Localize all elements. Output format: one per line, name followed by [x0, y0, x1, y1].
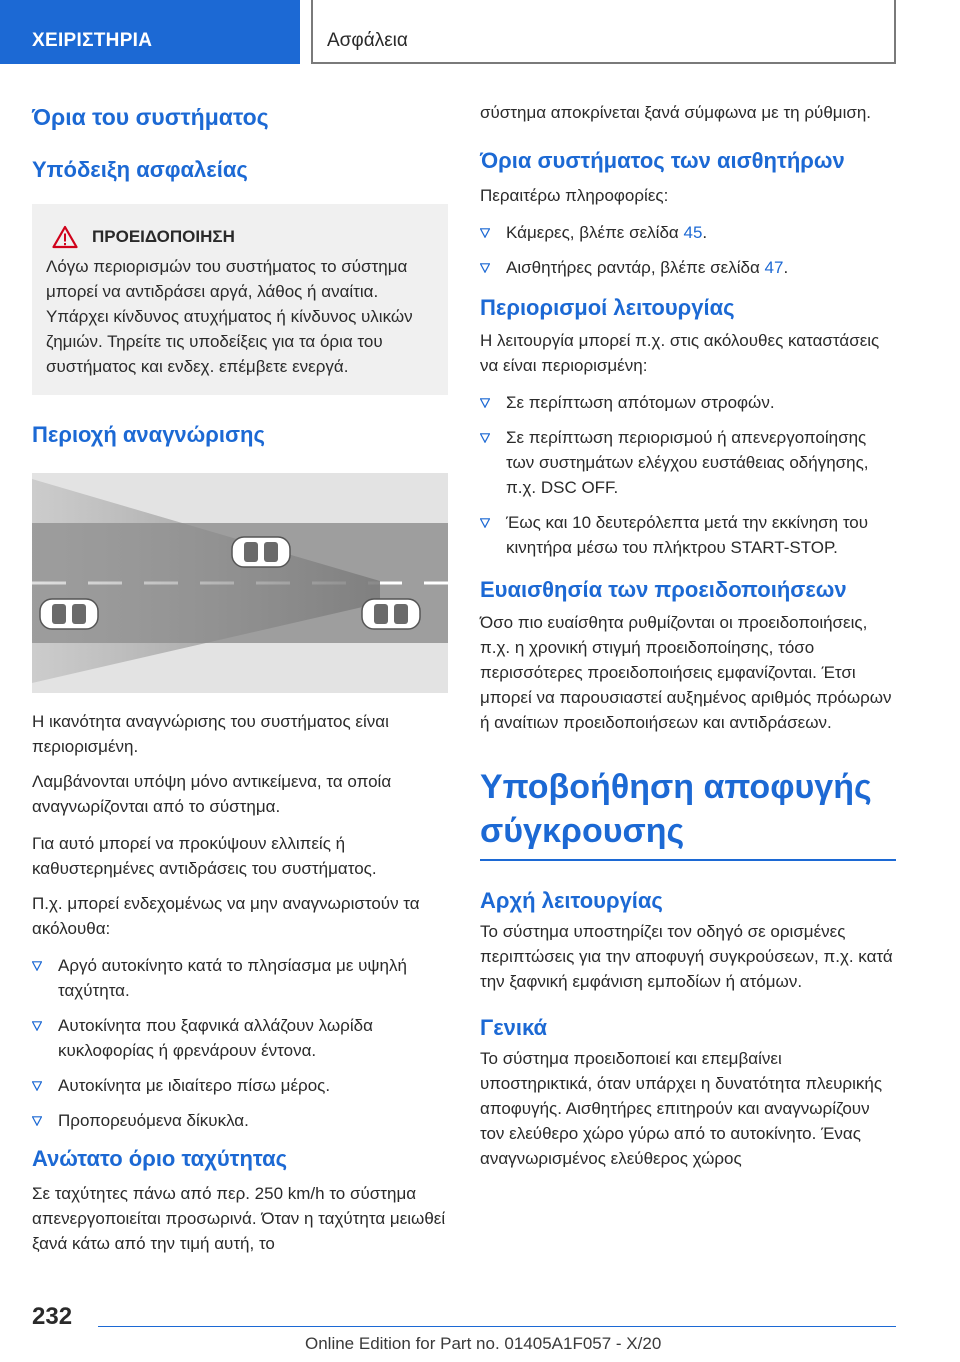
bullet-triangle-icon	[480, 263, 490, 273]
system-limits-title: Όρια του συστήματος	[32, 104, 269, 130]
detection-range-illustration	[32, 473, 448, 693]
car-ahead-icon	[232, 537, 290, 567]
general-text: Το σύστημα προειδοποιεί και επεμβαίνει υποστηρικτικά, όταν υπάρχει η δυνατότητα πλευρικής αποφυγής. Αισθητήρες επιτηρούν και αναγνωρίζουν τον ελεύθερο χώρο γύρω από το αυτοκίνητο. Ένας αναγνωρισμένος ελεύθερος χώρος	[480, 1049, 883, 1168]
warning-box	[32, 204, 448, 395]
bullet-triangle-icon	[480, 228, 490, 238]
warning-title: ΠΡΟΕΙΔΟΠΟΙΗΣΗ	[92, 227, 235, 246]
function-limits-heading: Περιορισμοί λειτουργίας	[480, 295, 735, 320]
speed-limit-text: Σε ταχύτητες πάνω από περ. 250 km/h το σύστημα απενεργοποιείται προσωρινά. Όταν η ταχύτητα μειωθεί ξανά κάτω από την τιμή αυτή, το	[32, 1184, 446, 1253]
detection-paragraph-2: Λαμβάνονται υπόψη μόνο αντικείμενα, τα οποία αναγνωρίζονται από το σύστημα.	[32, 772, 392, 816]
bullet-triangle-icon	[480, 398, 490, 408]
section-tab	[311, 0, 896, 64]
more-info-label: Περαιτέρω πληροφορίες:	[480, 186, 669, 205]
edition-text: Online Edition for Part no. 01405A1F057 - X/20	[305, 1334, 662, 1353]
bullet-triangle-icon	[480, 518, 490, 528]
footer-divider	[98, 1326, 896, 1327]
sensor-limits-heading: Όρια συστήματος των αισθητήρων	[480, 148, 845, 173]
list-item: Αισθητήρες ραντάρ, βλέπε σελίδα 47.	[480, 255, 896, 280]
warning-header	[52, 224, 434, 250]
bullet-triangle-icon	[32, 1081, 42, 1091]
right-column	[480, 100, 896, 1171]
function-limits-list	[480, 390, 896, 560]
list-item: Αργό αυτοκίνητο κατά το πλησίασμα με υψηλή ταχύτητα.	[32, 953, 448, 1003]
page-link-cameras[interactable]: 45	[683, 223, 703, 242]
list-item: Κάμερες, βλέπε σελίδα 45.	[480, 220, 896, 245]
bullet-triangle-icon	[480, 433, 490, 443]
list-item: Σε περίπτωση περιορισμού ή απενεργοποίησης των συστημάτων ελέγχου ευστάθειας οδήγησης, π.χ. DSC OFF.	[480, 425, 896, 500]
continued-text: σύστημα αποκρίνεται ξανά σύμφωνα με τη ρύθμιση.	[480, 103, 872, 122]
manual-tab[interactable]	[0, 0, 300, 64]
undetected-list	[32, 953, 448, 1133]
warning-sensitivity-text: Όσο πιο ευαίσθητα ρυθμίζονται οι προειδοποιήσεις, π.χ. η χρονική στιγμή προειδοποίησης, τόσο περισσότερες προειδοποιήσεις εμφανίζονται. Έτσι μπορεί να παρουσιαστεί αυξημένος αριθμός πρόωρων ή αναίτιων προειδοποιήσεων και αντιδράσεων.	[480, 613, 892, 732]
warning-triangle-icon	[52, 225, 78, 249]
detection-range-heading: Περιοχή αναγνώρισης	[32, 422, 265, 447]
principle-heading: Αρχή λειτουργίας	[480, 888, 663, 913]
speed-limit-heading: Ανώτατο όριο ταχύτητας	[32, 1146, 288, 1171]
bullet-triangle-icon	[32, 1021, 42, 1031]
warning-text: Λόγω περιορισμών του συστήματος το σύστημα μπορεί να αντιδράσει αργά, λάθος ή αναίτια. Υπάρχει κίνδυνος ατυχήματος ή κίνδυνος υλικών ζημιών. Τηρείτε τις υποδείξεις για τα όρια του συστήματος και ενδεχ. επέμβετε ενεργά.	[46, 257, 413, 376]
list-item: Αυτοκίνητα με ιδιαίτερο πίσω μέρος.	[32, 1073, 448, 1098]
sensor-links-list	[480, 220, 896, 280]
list-item: Αυτοκίνητα που ξαφνικά αλλάζουν λωρίδα κυκλοφορίας ή φρενάρουν έντονα.	[32, 1013, 448, 1063]
page-link-radar[interactable]: 47	[764, 258, 784, 277]
detection-paragraph-1: Η ικανότητα αναγνώρισης του συστήματος είναι περιορισμένη.	[32, 712, 389, 756]
principle-text: Το σύστημα υποστηρίζει τον οδηγό σε ορισμένες περιπτώσεις για την αποφυγή συγκρούσεων, π.χ. κατά την ξαφνική εμφάνιση εμποδίων ή ατόμων.	[480, 922, 893, 991]
evasion-assist-title: Υποβοήθηση αποφυγής σύγκρουσης	[480, 768, 872, 850]
manual-label: ΧΕΙΡΙΣΤΗΡΙΑ	[32, 30, 153, 51]
general-heading: Γενικά	[480, 1015, 548, 1040]
title-divider	[480, 859, 896, 861]
list-item: Έως και 10 δευτερόλεπτα μετά την εκκίνηση του κινητήρα μέσω του πλήκτρου START-STOP.	[480, 510, 896, 560]
bullet-triangle-icon	[32, 1116, 42, 1126]
detection-paragraph-4: Π.χ. μπορεί ενδεχομένως να μην αναγνωριστούν τα ακόλουθα:	[32, 894, 420, 938]
bullet-triangle-icon	[32, 961, 42, 971]
left-column	[32, 100, 448, 1256]
detection-paragraph-3: Για αυτό μπορεί να προκύψουν ελλιπείς ή καθυστερημένες αντιδράσεις του συστήματος.	[32, 834, 377, 878]
function-limits-text: Η λειτουργία μπορεί π.χ. στις ακόλουθες καταστάσεις να είναι περιορισμένη:	[480, 331, 880, 375]
section-label: Ασφάλεια	[327, 30, 408, 51]
warning-sensitivity-heading: Ευαισθησία των προειδοποιήσεων	[480, 577, 847, 602]
detection-range-diagram	[32, 473, 448, 693]
safety-note-heading: Υπόδειξη ασφαλείας	[32, 157, 248, 182]
page-number: 232	[32, 1303, 73, 1330]
car-behind-icon	[40, 599, 98, 629]
list-item: Σε περίπτωση απότομων στροφών.	[480, 390, 896, 415]
own-car-icon	[362, 599, 420, 629]
list-item: Προπορευόμενα δίκυκλα.	[32, 1108, 448, 1133]
